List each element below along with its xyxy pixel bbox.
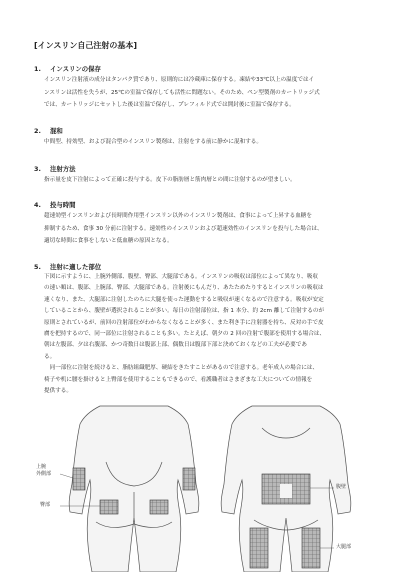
section-title: 注射方法 xyxy=(50,165,76,173)
text-line: 適切な時間に食事をしないと低血糖の原因となる。 xyxy=(44,238,173,245)
text-line: 下図に示すように、上腕外側部、腹壁、臀部、大腿部である。インスリンの吸収は部位によって異なり、吸収 xyxy=(44,274,318,280)
text-line: 原則とされているが、前回の注射部位がわからなくなることが多く、また利き手に注射器を持ち、反対の手で皮 xyxy=(44,319,324,326)
document-title: [インスリン自己注射の基本] xyxy=(34,41,138,50)
text-line: る。 xyxy=(44,353,56,360)
text-line: 膚を把持するので、同一部位に注射されることも多い。たとえば、朝夕の 2 回の注射で腹部を使用する場合は、 xyxy=(44,331,326,338)
buttock-site-left-icon xyxy=(100,500,118,514)
section-body xyxy=(34,174,382,187)
upper-arm-label-line: 上腕 xyxy=(36,464,47,470)
upper-arm-site-left-icon xyxy=(73,468,85,490)
text-line: の速い順は、腹部、上腕部、臀部、大腿部である。注射後にもんだり、あたためたりするとインスリンの吸収は xyxy=(44,285,324,292)
section-body xyxy=(34,136,382,149)
text-line: では、カートリッジにセットした後は室温で保存し、プレフィルド式では開封後に室温で保存する。 xyxy=(44,102,295,109)
thigh-site-right-icon xyxy=(302,528,320,568)
text-line: ンスリンは活性を失うが、25℃の室温で保存しても活性に問題ない。そのため、ペン型製剤のカートリッジ式 xyxy=(44,89,320,96)
upper-arm-site-right-icon xyxy=(183,468,195,490)
section-number: 2. xyxy=(34,127,41,135)
buttock-site-right-icon xyxy=(150,500,168,514)
text-line: 朝は左腹部、夕は右腹部、かつ奇数日は腹部上部、偶数日は腹部下部と決めておくなどの工夫が必要であ xyxy=(44,342,307,349)
text-line: していることから、腹壁が選択されることが多い。毎日の注射部位は、指 1 本分、約 2cm 離して注射するのが xyxy=(44,308,325,315)
section-mixing xyxy=(34,126,382,149)
text-line: 椅子や机に腰を掛けると上臀部を使用することもできるので、看護職者はさまざまな工夫についての情報を xyxy=(44,376,313,383)
section-title: インスリンの保存 xyxy=(50,65,101,73)
section-body xyxy=(34,272,382,397)
section-title: 注射に適した部位 xyxy=(50,263,102,271)
section-dosing-time xyxy=(34,200,382,248)
section-number: 1. xyxy=(34,65,41,73)
section-number: 5. xyxy=(34,263,41,271)
section-body xyxy=(34,210,382,248)
section-heading xyxy=(34,126,382,136)
text-line: 提供する。 xyxy=(44,388,72,395)
section-injection-method xyxy=(34,164,382,187)
section-number: 3. xyxy=(34,165,41,173)
section-heading xyxy=(34,262,382,272)
thigh-site-left-icon xyxy=(250,528,268,568)
section-storage xyxy=(34,64,382,112)
section-injection-sites xyxy=(34,262,382,397)
section-heading xyxy=(34,200,382,210)
text-line: 超速効型インスリンおよび長時間作用型インスリン以外のインスリン製剤は、食事によって上昇する血糖を xyxy=(44,213,312,219)
text-line: 抑制するため、食事 30 分前に注射する。速効性のインスリンおよび超速効性のインスリンを投与した場合は、 xyxy=(44,225,323,232)
text-line: 指示量を皮下注射によって正確に投与する。皮下の脂肪層と筋肉層との間に注射するのが望ましい。 xyxy=(44,177,296,183)
text-line: 速くなり、また、大腿部に注射したのちに大腿を使った運動をすると吸収が速くなるので注意する。吸収が安定 xyxy=(44,296,324,303)
abdomen-site-icon xyxy=(262,474,310,504)
upper-arm-label xyxy=(36,464,51,478)
text-line: インスリン注射液の成分はタンパク質であり、原則的には冷蔵庫に保存する。凍結や33℃以上の温度ではイ xyxy=(44,77,315,83)
upper-arm-label-line: 外側部 xyxy=(36,471,52,477)
injection-site-figure xyxy=(0,402,410,572)
upper-arm-leader xyxy=(60,474,73,478)
text-line: 同一部位に注射を続けると、脂肪組織肥厚、硬結をきたすことがあるので注意する。老年成人の場合には、 xyxy=(44,365,319,372)
section-number: 4. xyxy=(34,201,41,209)
abdomen-label: 腹壁 xyxy=(336,484,347,490)
section-title: 投与時間 xyxy=(50,201,76,209)
section-body xyxy=(34,74,382,112)
text-line: 中間型、持効型、および混合型のインスリン製剤は、注射をする前に静かに混和する。 xyxy=(44,139,262,145)
buttock-label: 臀部 xyxy=(40,502,51,508)
section-heading xyxy=(34,64,382,74)
thigh-label: 大腿部 xyxy=(336,544,352,550)
section-title: 混和 xyxy=(50,127,63,135)
section-heading xyxy=(34,164,382,174)
back-view-figure xyxy=(69,406,199,572)
